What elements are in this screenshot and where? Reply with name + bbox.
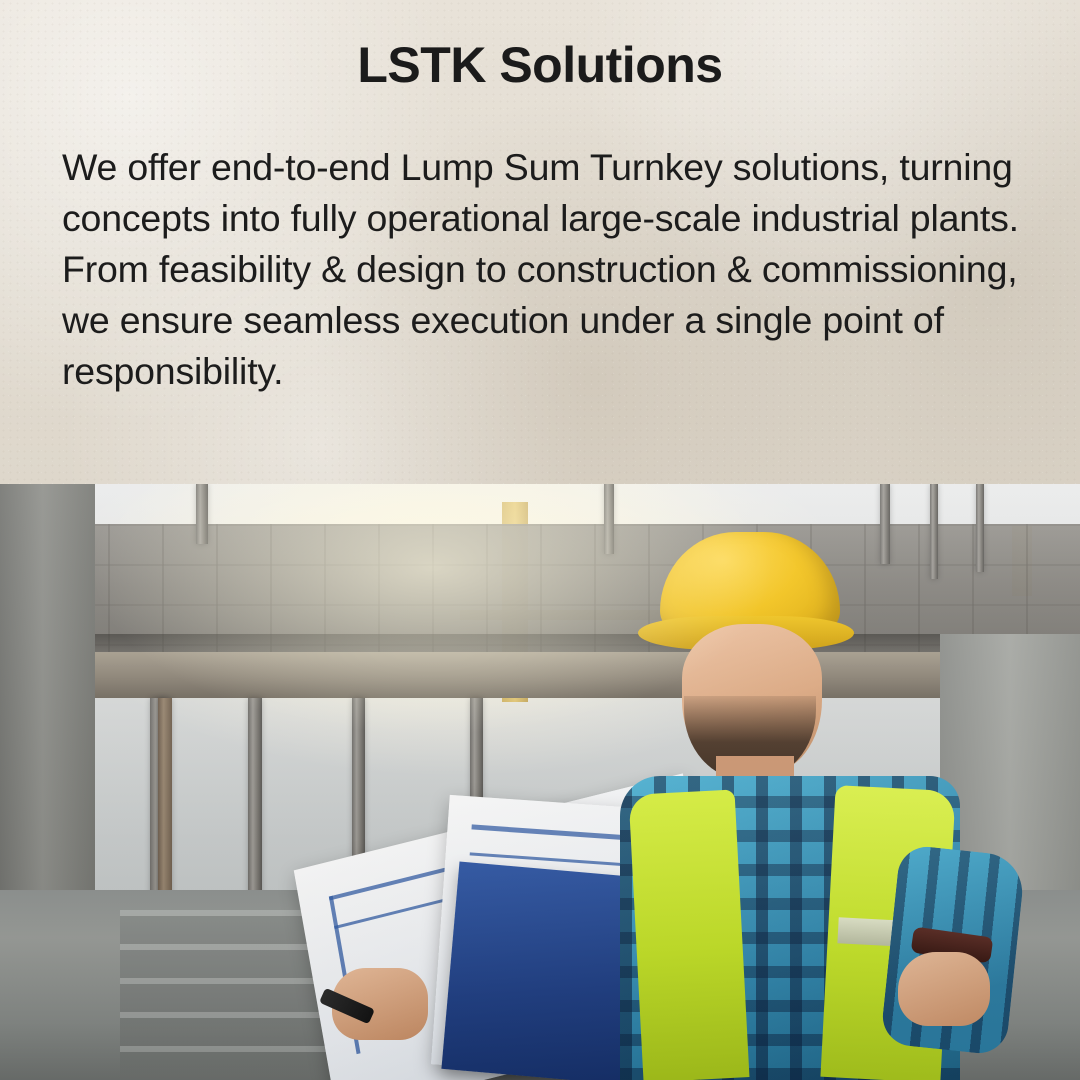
body-paragraph: We offer end-to-end Lump Sum Turnkey solutions, turning concepts into fully operational large-scale industrial plants. From feasibility & design to construction & commissioning, we ensure seamless execution under a single point of responsibility. — [62, 146, 1019, 392]
worker-hand-right — [898, 952, 990, 1026]
scaffold-pole — [196, 484, 208, 544]
page-title: LSTK Solutions — [357, 37, 723, 93]
hero-photo — [0, 484, 1080, 1080]
safety-vest — [629, 789, 750, 1080]
text-panel — [0, 0, 1080, 484]
worker-figure — [560, 520, 1080, 1080]
